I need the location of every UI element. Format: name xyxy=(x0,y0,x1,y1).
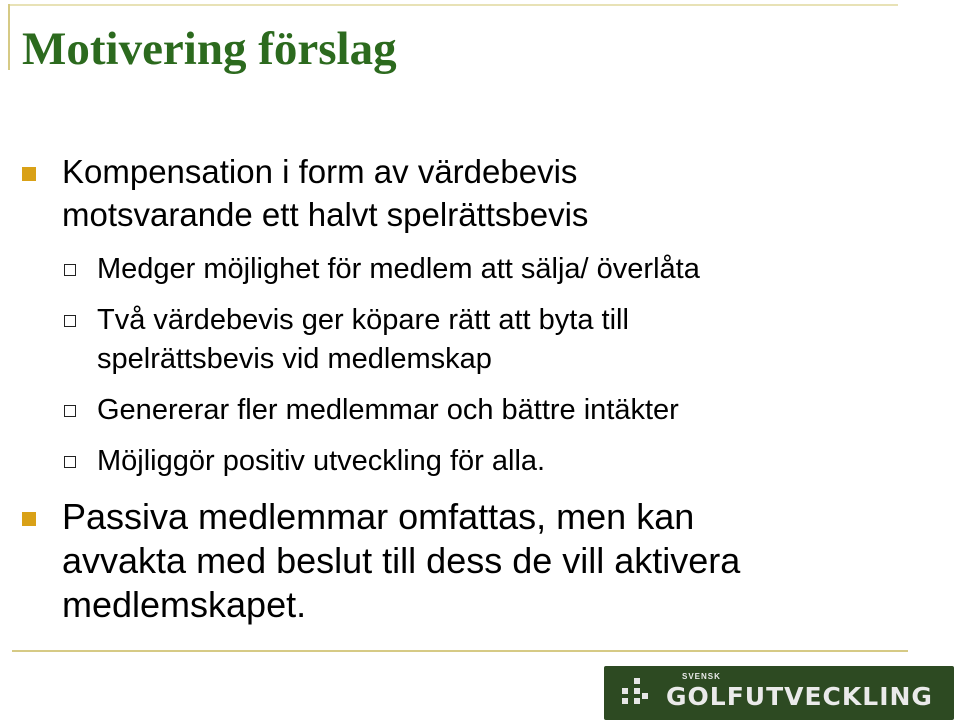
sub-bullet-item xyxy=(0,301,960,379)
bullet-text-line: Passiva medlemmar omfattas, men kan xyxy=(62,496,695,537)
sub-bullet-text-line: Medger möjlighet för medlem att sälja/ överlåta xyxy=(97,253,700,285)
bullet-item xyxy=(0,150,960,236)
slide-title: Motivering förslag xyxy=(22,23,397,75)
bullet-text-line: Kompensation i form av värdebevis xyxy=(62,153,578,190)
sub-bullet-item xyxy=(0,442,960,481)
bullet-text-line: medlemskapet. xyxy=(62,584,307,625)
sub-bullet-text-line: Genererar fler medlemmar och bättre intäkter xyxy=(97,394,679,426)
sub-bullet-text-line: Två värdebevis ger köpare rätt att byta till xyxy=(97,304,629,336)
square-bullet-icon xyxy=(22,167,36,181)
sub-bullet-item xyxy=(0,391,960,430)
square-bullet-icon xyxy=(22,512,36,526)
slide-content xyxy=(0,150,960,627)
logo-mark-icon xyxy=(622,678,648,708)
top-rule xyxy=(8,4,898,6)
sub-bullet-item xyxy=(0,250,960,289)
checkbox-bullet-icon xyxy=(64,264,76,276)
bullet-text-line: avvakta med beslut till dess de vill aktivera xyxy=(62,540,741,581)
bullet-text-line: motsvarande ett halvt spelrättsbevis xyxy=(62,196,589,233)
sub-bullet-text-line: spelrättsbevis vid medlemskap xyxy=(97,343,492,375)
side-rule xyxy=(8,4,10,70)
checkbox-bullet-icon xyxy=(64,405,76,417)
logo-big-text: GOLFUTVECKLING xyxy=(666,682,933,711)
checkbox-bullet-icon xyxy=(64,315,76,327)
svensk-golfutveckling-logo xyxy=(604,666,954,720)
sub-bullet-text-line: Möjliggör positiv utveckling för alla. xyxy=(97,445,546,477)
checkbox-bullet-icon xyxy=(64,456,76,468)
bottom-rule xyxy=(12,650,908,652)
logo-small-text: SVENSK xyxy=(682,672,721,681)
bullet-item xyxy=(0,495,960,627)
